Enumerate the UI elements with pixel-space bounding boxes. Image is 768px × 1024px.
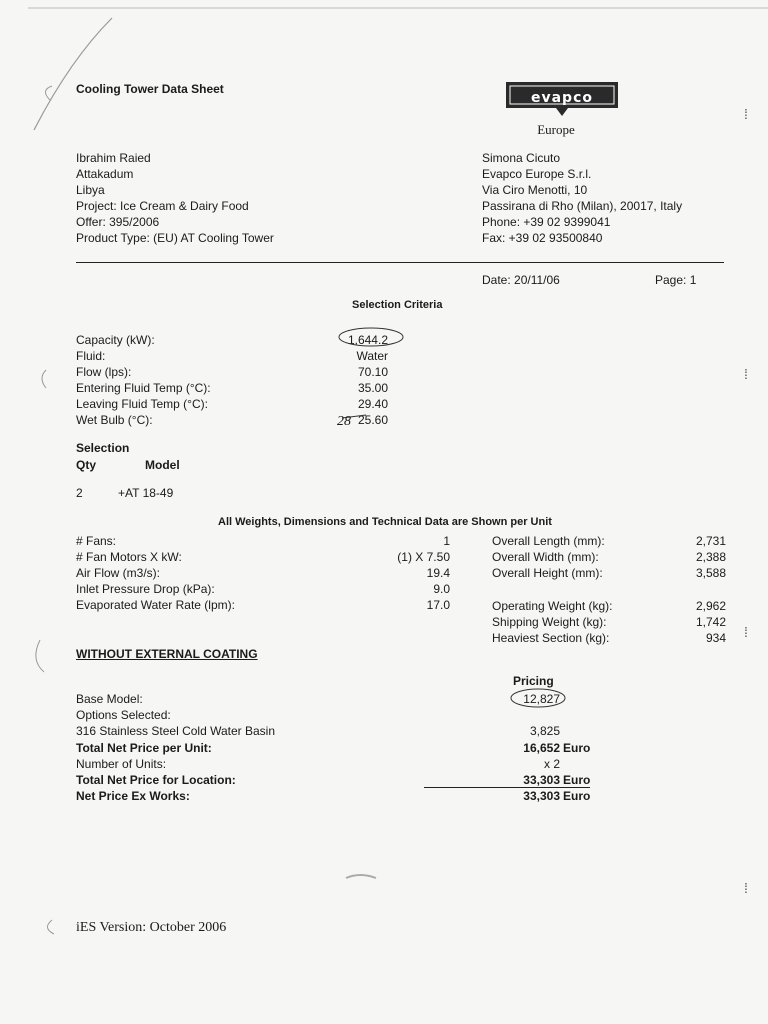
operating-weight-value: 2,962	[695, 599, 726, 613]
pressure-drop-value: 9.0	[433, 582, 450, 596]
qty-header: Qty	[76, 458, 97, 472]
wet-bulb-label: Wet Bulb (°C):	[76, 413, 153, 427]
project-line: Project: Ice Cream & Dairy Food	[76, 199, 249, 213]
unit-right-values-top	[636, 533, 726, 581]
unit-right-labels-bottom	[492, 598, 613, 646]
header-divider	[76, 262, 724, 263]
model-value: +AT 18-49	[118, 486, 174, 500]
flow-label: Flow (lps):	[76, 365, 132, 379]
overall-height-value: 3,588	[695, 566, 726, 580]
net-price-location-currency: Euro	[563, 773, 591, 788]
leaving-temp-label: Leaving Fluid Temp (°C):	[76, 397, 208, 411]
supplier-city: Passirana di Rho (Milan), 20017, Italy	[482, 199, 683, 213]
customer-name: Ibrahim Raied	[76, 151, 151, 165]
customer-country: Libya	[76, 183, 105, 197]
number-of-units-label: Number of Units:	[76, 756, 167, 771]
net-price-location-label: Total Net Price for Location:	[76, 773, 236, 788]
fan-motors-value: (1) X 7.50	[397, 550, 450, 564]
capacity-label: Capacity (kW):	[76, 333, 155, 347]
net-price-location-value: 33,303	[523, 773, 560, 788]
fans-value: 1	[443, 534, 450, 548]
logo-subtitle: Europe	[537, 122, 575, 137]
unit-data-heading: All Weights, Dimensions and Technical Data are Shown per Unit	[218, 516, 552, 528]
air-flow-value: 19.4	[426, 566, 450, 580]
customer-block	[76, 150, 274, 246]
fluid-value: Water	[356, 349, 388, 363]
operating-weight-label: Operating Weight (kg):	[492, 599, 613, 613]
shipping-weight-label: Shipping Weight (kg):	[492, 615, 607, 629]
overall-width-value: 2,388	[695, 550, 726, 564]
page-title: Cooling Tower Data Sheet	[76, 82, 224, 96]
basin-unit	[563, 723, 590, 739]
net-price-ex-works-label: Net Price Ex Works:	[76, 789, 190, 804]
base-model-price: 12,827	[523, 692, 560, 706]
supplier-street: Via Ciro Menotti, 10	[482, 183, 588, 197]
overall-width-label: Overall Width (mm):	[492, 550, 599, 564]
coating-heading: WITHOUT EXTERNAL COATING	[76, 647, 258, 661]
scan-mark: ⁞	[744, 366, 748, 382]
heaviest-section-label: Heaviest Section (kg):	[492, 631, 610, 645]
unit-left-values	[340, 533, 450, 613]
leaving-temp-value: 29.40	[357, 397, 388, 411]
supplier-phone: Phone: +39 02 9399041	[482, 215, 611, 229]
unit-left-labels	[76, 533, 235, 613]
net-price-ex-works-currency: Euro	[563, 789, 591, 804]
unit-right-values-bottom	[636, 598, 726, 646]
net-price-unit-label: Total Net Price per Unit:	[76, 740, 212, 755]
pressure-drop-label: Inlet Pressure Drop (kPa):	[76, 582, 215, 596]
shipping-weight-value: 1,742	[695, 615, 726, 629]
product-type-line: Product Type: (EU) AT Cooling Tower	[76, 231, 274, 245]
heaviest-section-value: 934	[705, 631, 726, 645]
handwritten-circle	[336, 324, 408, 350]
fluid-label: Fluid:	[76, 349, 106, 363]
version-footer: iES Version: October 2006	[76, 920, 227, 935]
pricing-heading: Pricing	[513, 674, 554, 688]
selection-heading: Selection	[76, 441, 130, 455]
entering-temp-value: 35.00	[357, 381, 388, 395]
supplier-company: Evapco Europe S.r.l.	[482, 167, 592, 181]
fans-label: # Fans:	[76, 534, 117, 548]
evaporated-water-value: 17.0	[426, 598, 450, 612]
overall-length-label: Overall Length (mm):	[492, 534, 605, 548]
date-label: Date: 20/11/06	[482, 273, 560, 287]
scan-mark: ⁞	[744, 880, 748, 896]
logo-text: evapco	[530, 90, 593, 106]
supplier-fax: Fax: +39 02 93500840	[482, 231, 603, 245]
offer-line: Offer: 395/2006	[76, 215, 160, 229]
evapco-logo	[506, 82, 618, 116]
scan-mark: ⁞	[744, 624, 748, 640]
overall-length-value: 2,731	[695, 534, 726, 548]
number-of-units-value: x 2	[543, 756, 560, 771]
evaporated-water-label: Evaporated Water Rate (lpm):	[76, 598, 235, 612]
criteria-labels	[76, 332, 211, 428]
unit-right-labels-top	[492, 533, 605, 581]
selection-criteria-heading: Selection Criteria	[352, 299, 443, 311]
model-header: Model	[145, 458, 180, 472]
option-basin-price: 3,825	[529, 724, 560, 739]
overall-height-label: Overall Height (mm):	[492, 566, 603, 580]
supplier-block	[482, 150, 682, 246]
net-price-ex-works-value: 33,303	[523, 789, 560, 804]
handwritten-circle-price	[508, 686, 572, 712]
fan-motors-label: # Fan Motors X kW:	[76, 550, 182, 564]
total-underline	[424, 787, 590, 788]
supplier-contact: Simona Cicuto	[482, 151, 561, 165]
option-basin-label: 316 Stainless Steel Cold Water Basin	[76, 724, 275, 739]
scan-mark: ⁞	[744, 106, 748, 122]
entering-temp-label: Entering Fluid Temp (°C):	[76, 381, 211, 395]
air-flow-label: Air Flow (m3/s):	[76, 566, 160, 580]
base-model-label: Base Model:	[76, 692, 143, 706]
net-price-unit-value: 16,652	[523, 740, 560, 755]
qty-value: 2	[76, 486, 83, 500]
customer-city: Attakadum	[76, 167, 134, 181]
wet-bulb-value: 25.60	[357, 413, 388, 427]
units-unit	[563, 756, 590, 772]
net-price-unit-currency: Euro	[563, 740, 591, 755]
handwritten-note: 28	[337, 414, 351, 429]
pricing-labels	[76, 691, 275, 804]
options-selected-label: Options Selected:	[76, 708, 171, 723]
page-number: Page: 1	[655, 273, 697, 287]
capacity-value: 1,644.2	[347, 333, 388, 347]
flow-value: 70.10	[357, 365, 388, 379]
